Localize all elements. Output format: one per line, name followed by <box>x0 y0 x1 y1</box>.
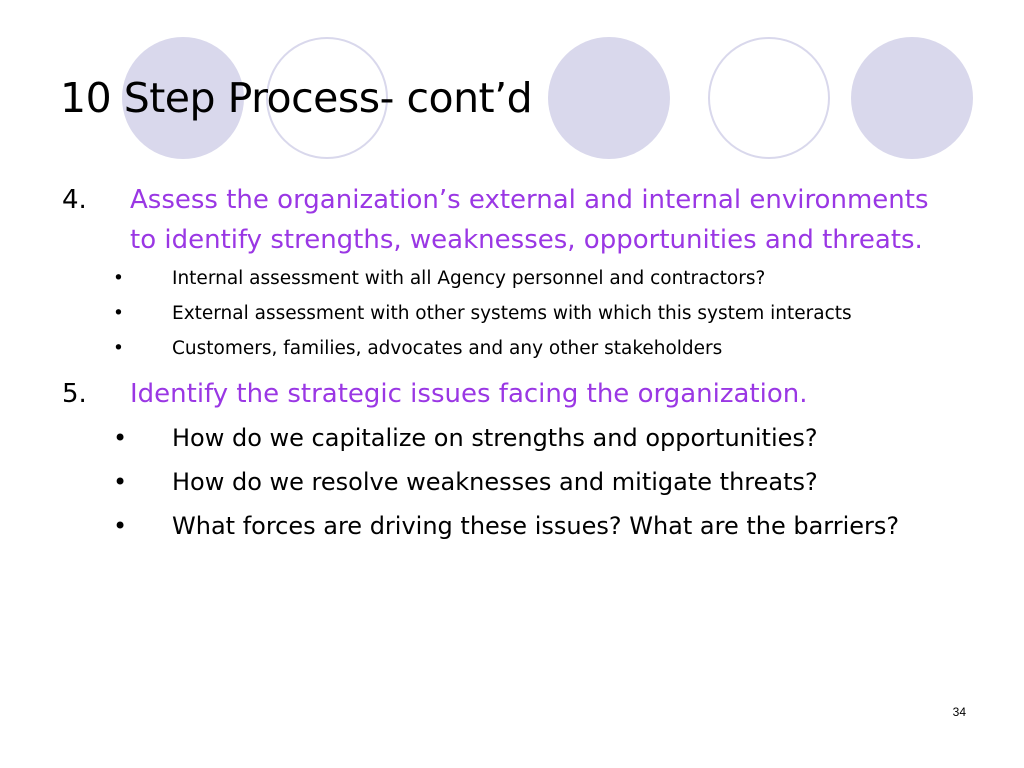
numbered-item-5 <box>0 374 930 414</box>
bullet-item <box>0 336 952 362</box>
item-heading: Identify the strategic issues facing the organization. <box>130 379 808 409</box>
bullet-icon: • <box>113 338 124 359</box>
bullet-text: Customers, families, advocates and any other stakeholders <box>172 338 723 359</box>
slide-title: 10 Step Process- cont’d <box>60 74 533 122</box>
numbered-item-4 <box>0 180 930 260</box>
bullet-list <box>0 266 1024 362</box>
bullet-item <box>0 422 952 454</box>
item-heading: Assess the organization’s external and internal environments to identify strengths, weaknesses, opportunities and threats. <box>130 185 929 255</box>
bullet-text: How do we capitalize on strengths and opportunities? <box>172 424 818 452</box>
bullet-item <box>0 266 952 292</box>
bullet-text: External assessment with other systems with which this system interacts <box>172 303 852 324</box>
bullet-text: Internal assessment with all Agency personnel and contractors? <box>172 268 766 289</box>
bullet-icon: • <box>113 268 124 289</box>
bullet-item <box>0 466 952 498</box>
bullet-icon: • <box>113 468 128 496</box>
decorative-circle-filled <box>548 37 670 159</box>
bullet-list <box>0 422 1024 542</box>
item-number: 4. <box>62 185 87 215</box>
item-number: 5. <box>62 379 87 409</box>
page-number: 34 <box>952 705 966 719</box>
bullet-text: What forces are driving these issues? What are the barriers? <box>172 512 900 540</box>
bullet-icon: • <box>113 424 128 452</box>
decorative-circle-outline <box>708 37 830 159</box>
bullet-icon: • <box>113 303 124 324</box>
decorative-circle-filled <box>851 37 973 159</box>
bullet-text: How do we resolve weaknesses and mitigate threats? <box>172 468 818 496</box>
bullet-item <box>0 510 952 542</box>
bullet-icon: • <box>113 512 128 540</box>
bullet-item <box>0 301 952 327</box>
slide-content <box>0 180 1024 542</box>
